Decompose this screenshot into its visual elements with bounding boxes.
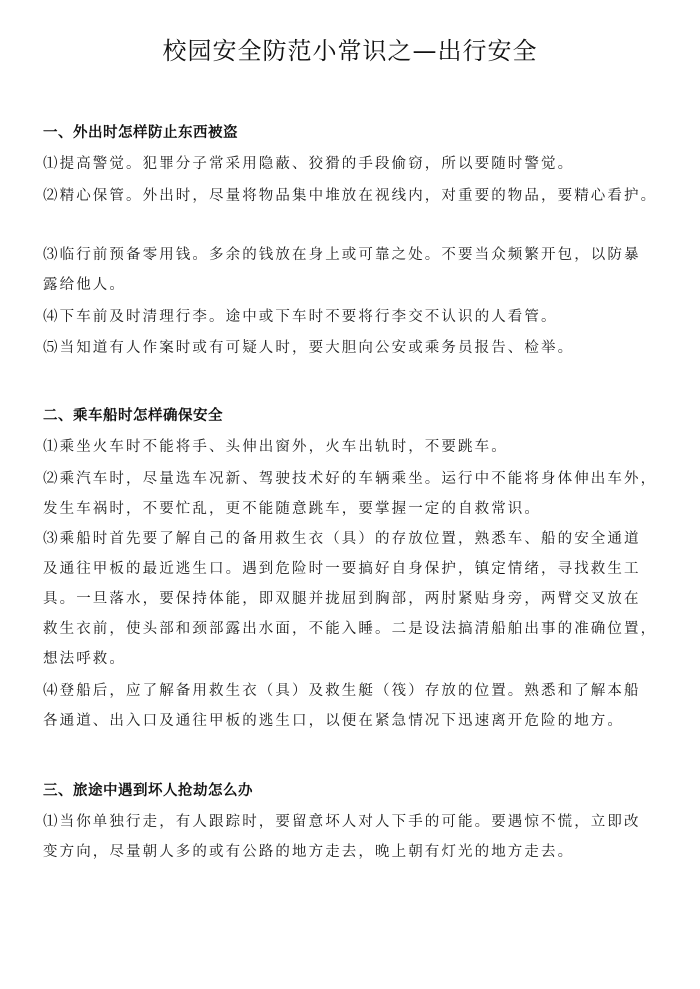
page-title: 校园安全防范小常识之—出行安全: [162, 37, 538, 65]
paragraph-2-2: [43, 464, 658, 524]
paragraph-line: ⑷下车前及时清理行李。途中或下车时不要将行李交不认识的人看管。: [43, 309, 558, 325]
paragraph-line: 想法呼救。: [43, 651, 126, 667]
paragraph-1-5: [43, 333, 655, 363]
paragraph-line: ⑴当你单独行走，有人跟踪时，要留意坏人对人下手的可能。要遇惊不慌，立即改: [43, 814, 641, 830]
paragraph-line: 变方向，尽量朝人多的或有公路的地方走去，晚上朝有灯光的地方走去。: [43, 844, 575, 860]
paragraph-1-1: [43, 149, 655, 179]
paragraph-line: ⑴乘坐火车时不能将手、头伸出窗外，火车出轨时，不要跳车。: [43, 439, 508, 455]
paragraph-line: ⑵精心保管。外出时，尽量将物品集中堆放在视线内，对重要的物品，要精心看护。: [43, 188, 658, 204]
paragraph-line: ⑶临行前预备零用钱。多余的钱放在身上或可靠之处。不要当众频繁开包，以防暴: [43, 247, 641, 263]
paragraph-1-4: [43, 302, 655, 332]
paragraph-line: ⑸当知道有人作案时或有可疑人时，要大胆向公安或乘务员报告、检举。: [43, 340, 575, 356]
paragraph-line: 及通往甲板的最近逃生口。遇到危险时一要搞好自身保护，镇定情绪，寻找救生工: [43, 561, 641, 577]
paragraph-1-3: [43, 240, 655, 300]
paragraph-line: ⑵乘汽车时，尽量选车况新、驾驶技术好的车辆乘坐。运行中不能将身体伸出车外，: [43, 471, 658, 487]
paragraph-line: ⑶乘船时首先要了解自己的备用救生衣（具）的存放位置，熟悉车、船的安全通道: [43, 531, 641, 547]
paragraph-2-3: [43, 524, 658, 674]
paragraph-line: 发生车祸时，不要忙乱，更不能随意跳车，要掌握一定的自救常识。: [43, 501, 541, 517]
paragraph-2-4: [43, 676, 655, 736]
paragraph-line: 各通道、出入口及通往甲板的逃生口，以便在紧急情况下迅速离开危险的地方。: [43, 713, 624, 729]
paragraph-1-2: [43, 181, 658, 211]
paragraph-line: 具。一旦落水，要保持体能，即双腿并拢屈到胸部，两肘紧贴身旁，两臂交叉放在: [43, 591, 641, 607]
paragraph-3-1: [43, 807, 655, 867]
paragraph-line: 露给他人。: [43, 277, 126, 293]
section-heading-1: 一、外出时怎样防止东西被盗: [43, 124, 238, 141]
paragraph-line: 救生衣前，使头部和颈部露出水面，不能入睡。二是设法搞清船舶出事的准确位置，: [43, 621, 658, 637]
section-heading-3: 三、旅途中遇到坏人抢劫怎么办: [43, 782, 253, 799]
paragraph-2-1: [43, 432, 655, 462]
section-heading-2: 二、乘车船时怎样确保安全: [43, 407, 223, 424]
paragraph-line: ⑴提高警觉。犯罪分子常采用隐蔽、狡猾的手段偷窃，所以要随时警觉。: [43, 156, 575, 172]
paragraph-line: ⑷登船后，应了解备用救生衣（具）及救生艇（筏）存放的位置。熟悉和了解本船: [43, 683, 641, 699]
